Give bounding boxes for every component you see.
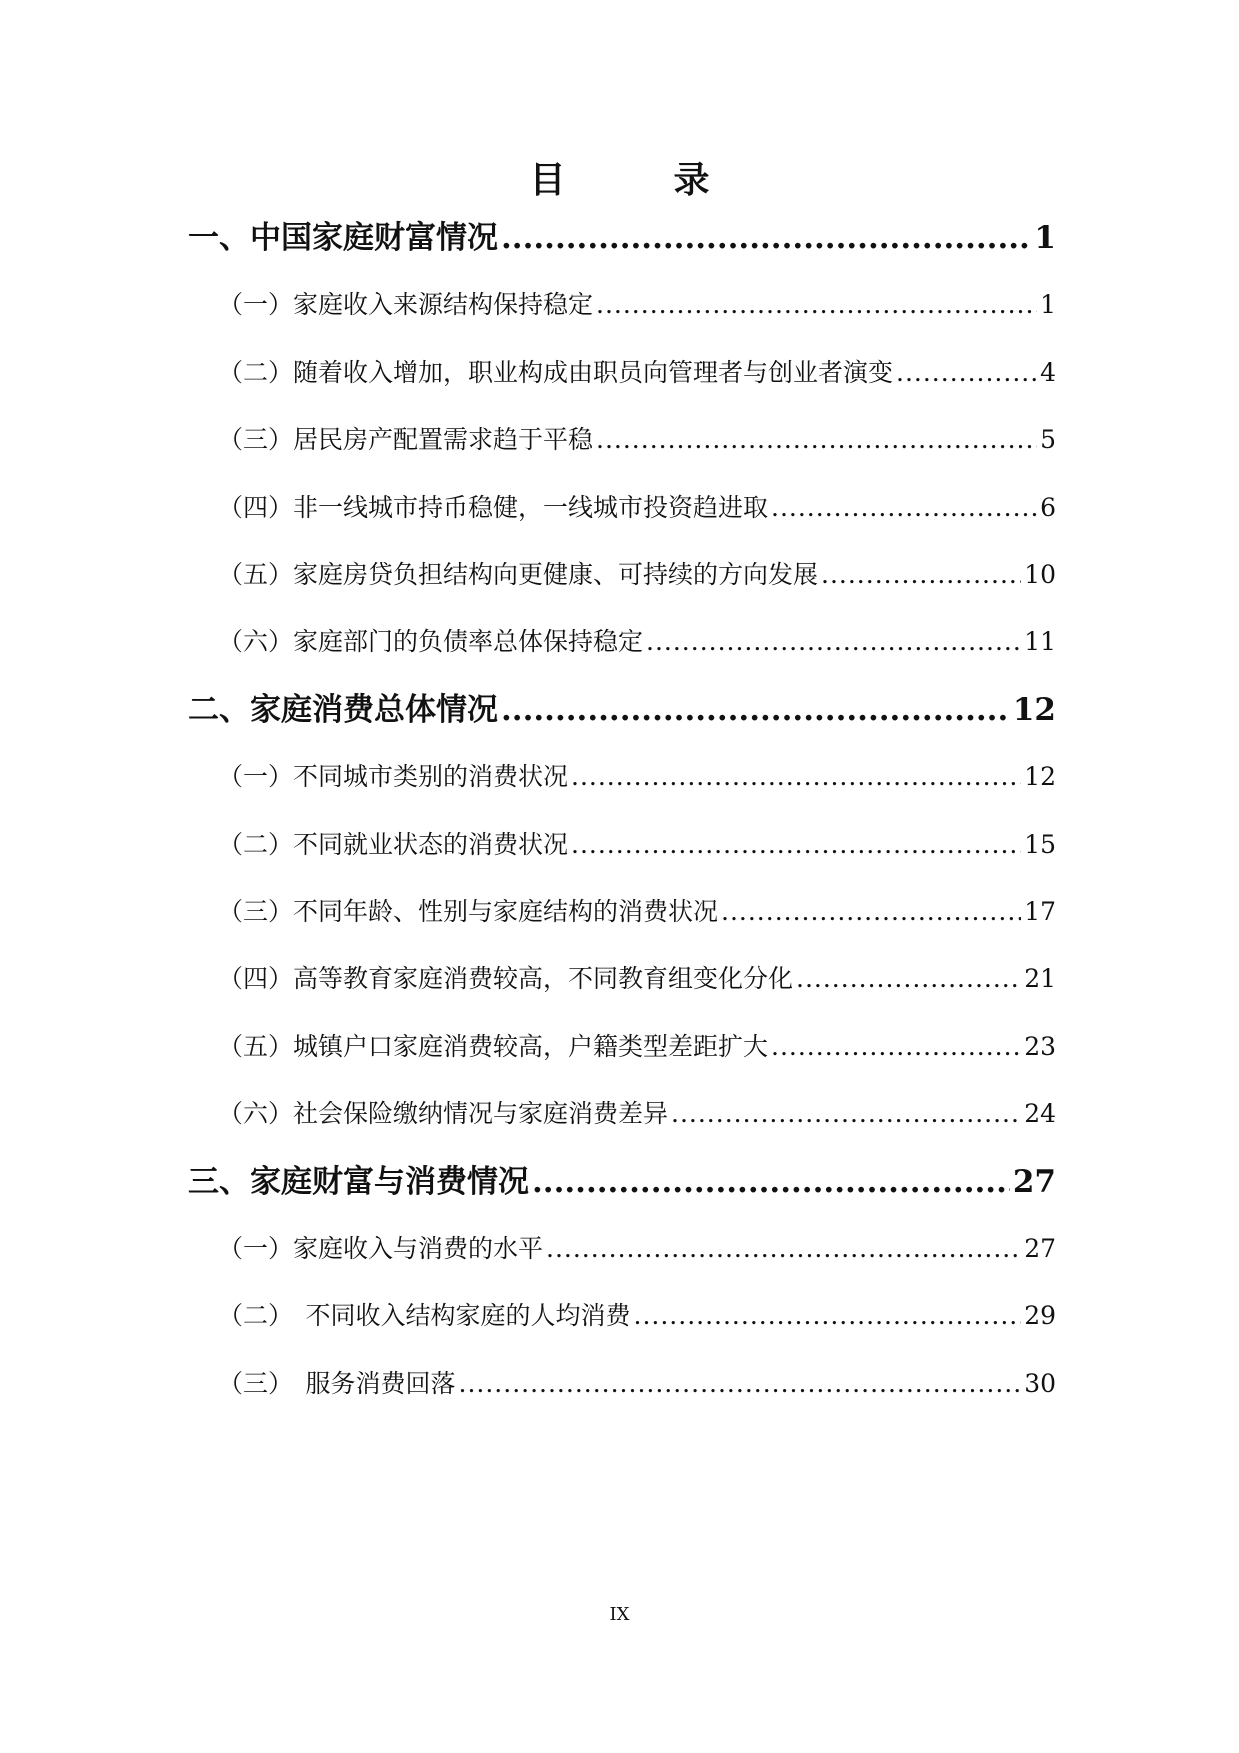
toc-dot-leader [459, 1365, 1022, 1403]
toc-entry-page: 24 [1024, 1099, 1056, 1128]
toc-section-entry[interactable] [218, 354, 1056, 392]
toc-dot-leader [896, 354, 1037, 392]
toc-dot-leader [671, 1095, 1021, 1133]
toc-entry-title: （五）城镇户口家庭消费较高，户籍类型差距扩大 [218, 1032, 769, 1061]
toc-entry-title: （四）非一线城市持币稳健，一线城市投资趋进取 [218, 493, 769, 522]
toc-dot-leader [634, 1297, 1022, 1335]
toc-entry-page: 12 [1024, 762, 1056, 791]
page-number: IX [609, 1604, 630, 1625]
toc-section-entry[interactable] [218, 826, 1056, 864]
toc-dot-leader [501, 216, 1031, 260]
toc-dot-leader [771, 489, 1037, 527]
toc-entry-page: 12 [1012, 692, 1056, 728]
toc-section-entry[interactable] [218, 421, 1056, 459]
toc-entry-title: 一、中国家庭财富情况 [188, 220, 498, 256]
toc-entry-title: （六）社会保险缴纳情况与家庭消费差异 [218, 1099, 669, 1128]
toc-entry-title: （二）随着收入增加，职业构成由职员向管理者与创业者演变 [218, 358, 894, 387]
toc-entry-title: 二、家庭消费总体情况 [188, 692, 498, 728]
toc-entry-title: （一）家庭收入与消费的水平 [218, 1234, 544, 1263]
toc-section-entry[interactable] [218, 489, 1056, 527]
toc-entry-title: （六）家庭部门的负债率总体保持稳定 [218, 627, 644, 656]
toc-entry-title: 三、家庭财富与消费情况 [188, 1164, 529, 1200]
toc-section-entry[interactable] [218, 1095, 1056, 1133]
toc-section-entry[interactable] [218, 286, 1056, 324]
toc-entry-title: （二） 不同收入结构家庭的人均消费 [218, 1301, 631, 1330]
toc-entry-title: （五）家庭房贷负担结构向更健康、可持续的方向发展 [218, 560, 819, 589]
toc-dot-leader [721, 893, 1021, 931]
toc-entry-page: 30 [1024, 1369, 1056, 1398]
toc-entry-page: 21 [1024, 964, 1056, 993]
toc-entry-page: 23 [1024, 1032, 1056, 1061]
toc-dot-leader [546, 1230, 1021, 1268]
toc-entry-title: （三）不同年龄、性别与家庭结构的消费状况 [218, 897, 719, 926]
toc-chapter-entry[interactable] [188, 1160, 1056, 1204]
toc-entry-page: 17 [1024, 897, 1056, 926]
toc-entry-page: 6 [1040, 493, 1056, 522]
toc-chapter-entry[interactable] [188, 688, 1056, 732]
toc-dot-leader [571, 826, 1021, 864]
toc-dot-leader [532, 1160, 1010, 1204]
toc-section-entry[interactable] [218, 556, 1056, 594]
toc-section-entry[interactable] [218, 1365, 1056, 1403]
toc-dot-leader [771, 1028, 1021, 1066]
toc-dot-leader [571, 758, 1021, 796]
toc-entry-page: 4 [1040, 358, 1056, 387]
toc-dot-leader [796, 960, 1021, 998]
toc-entry-title: （四）高等教育家庭消费较高，不同教育组变化分化 [218, 964, 794, 993]
toc-entry-title: （三）居民房产配置需求趋于平稳 [218, 425, 594, 454]
toc-entry-page: 15 [1024, 830, 1056, 859]
toc-entry-page: 5 [1040, 425, 1056, 454]
toc-entry-page: 11 [1024, 627, 1056, 656]
toc-dot-leader [596, 421, 1037, 459]
toc-section-entry[interactable] [218, 1297, 1056, 1335]
toc-dot-leader [501, 688, 1010, 732]
toc-section-entry[interactable] [218, 893, 1056, 931]
toc-section-entry[interactable] [218, 623, 1056, 661]
toc-section-entry[interactable] [218, 960, 1056, 998]
toc-entry-title: （二）不同就业状态的消费状况 [218, 830, 569, 859]
toc-entry-page: 29 [1024, 1301, 1056, 1330]
toc-dot-leader [821, 556, 1021, 594]
toc-section-entry[interactable] [218, 758, 1056, 796]
toc-chapter-entry[interactable] [188, 216, 1056, 260]
toc-entry-page: 1 [1040, 290, 1056, 319]
toc-dot-leader [646, 623, 1021, 661]
toc-entry-title: （一）家庭收入来源结构保持稳定 [218, 290, 594, 319]
toc-entry-page: 27 [1012, 1164, 1056, 1200]
toc-section-entry[interactable] [218, 1028, 1056, 1066]
toc-entry-title: （一）不同城市类别的消费状况 [218, 762, 569, 791]
toc-dot-leader [596, 286, 1037, 324]
toc-entry-page: 27 [1024, 1234, 1056, 1263]
page-title: 目 录 [529, 159, 746, 201]
toc-section-entry[interactable] [218, 1230, 1056, 1268]
toc-entry-title: （三） 服务消费回落 [218, 1369, 456, 1398]
toc-entry-page: 1 [1034, 220, 1056, 256]
toc-entry-page: 10 [1024, 560, 1056, 589]
